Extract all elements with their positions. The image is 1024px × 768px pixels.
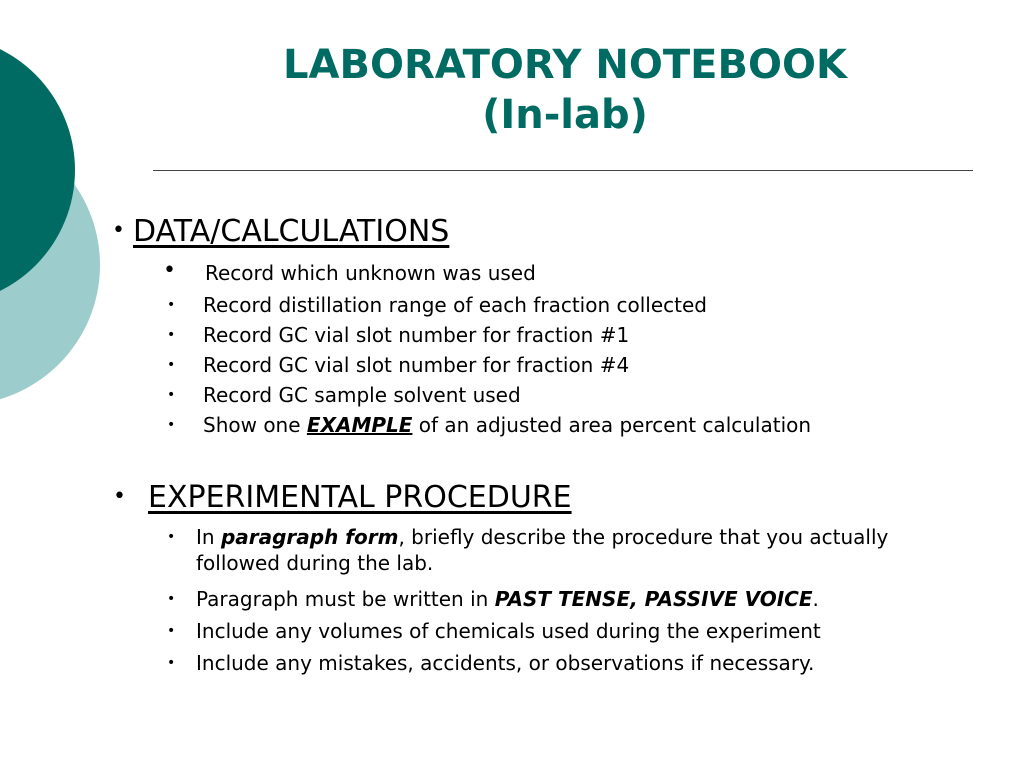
bullet: •: [167, 327, 176, 343]
item-text-pre: Paragraph must be written in: [196, 587, 495, 611]
bullet: •: [167, 387, 176, 403]
item-text-post: , briefly describe the procedure that you actually followed during the lab.: [196, 525, 889, 575]
heading-bullet: •: [112, 218, 125, 243]
title-divider: [153, 170, 973, 171]
bullet: •: [167, 417, 176, 433]
decorative-circles: [0, 0, 140, 420]
item-text: Include any mistakes, accidents, or observations if necessary.: [196, 651, 815, 675]
data-section-heading: [112, 212, 449, 251]
title-line-2: (In-lab): [482, 92, 648, 138]
item-text: [196, 524, 941, 576]
item-text: Record distillation range of each fraction collected: [203, 293, 707, 317]
item-text: Include any volumes of chemicals used during the experiment: [196, 619, 821, 643]
item-text-post: of an adjusted area percent calculation: [412, 413, 812, 437]
item-text: [203, 412, 811, 438]
item-text-pre: In: [196, 525, 221, 549]
bullet: •: [167, 623, 176, 639]
bullet: •: [163, 258, 176, 283]
bullet: •: [167, 655, 176, 671]
item-text: Record GC vial slot number for fraction #1: [203, 323, 630, 347]
title-line-1: LABORATORY NOTEBOOK: [283, 42, 847, 88]
example-emphasis: EXAMPLE: [306, 413, 413, 437]
item-text: Record which unknown was used: [205, 261, 536, 285]
item-text-pre: Show one: [203, 413, 307, 437]
bullet: •: [167, 357, 176, 373]
item-text: Record GC vial slot number for fraction #4: [203, 353, 630, 377]
paragraph-form-emphasis: paragraph form: [220, 525, 399, 549]
item-text-post: .: [812, 587, 819, 611]
bullet: •: [167, 591, 176, 607]
heading-bullet: •: [113, 484, 126, 509]
item-text: [196, 586, 819, 612]
procedure-section-heading: [113, 478, 572, 517]
procedure-heading-text: EXPERIMENTAL PROCEDURE: [147, 480, 572, 515]
past-tense-emphasis: PAST TENSE, PASSIVE VOICE: [494, 587, 813, 611]
item-text: Record GC sample solvent used: [203, 383, 521, 407]
bullet: •: [167, 297, 176, 313]
data-heading-text: DATA/CALCULATIONS: [132, 214, 450, 249]
slide-title: [150, 40, 980, 140]
bullet: •: [167, 529, 176, 545]
